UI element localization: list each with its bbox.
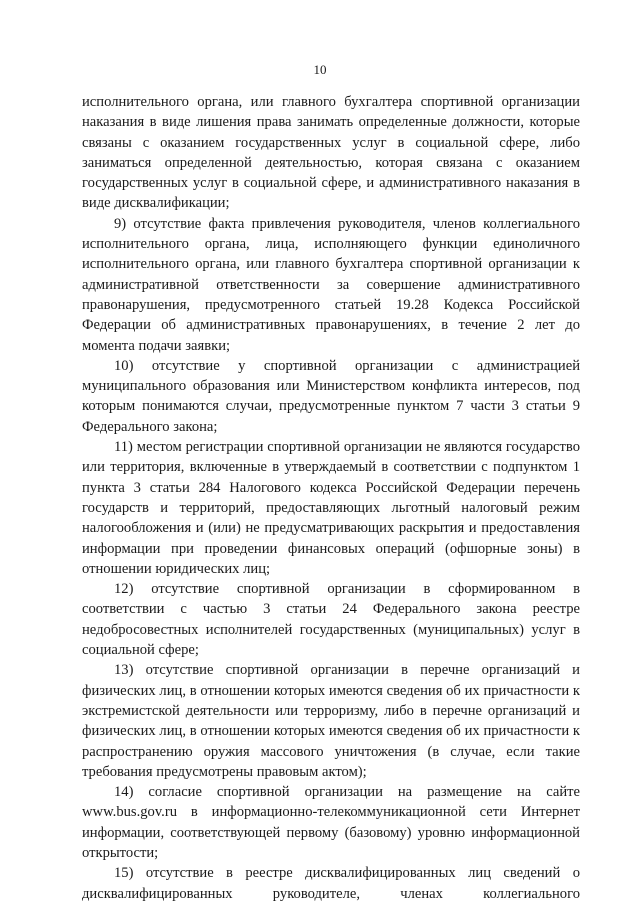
paragraph-item-14: 14) согласие спортивной организации на размещение на сайте www.bus.gov.ru в информационно-телекоммуникационной сети Интернет информации, соответствующей первому (базовому) уровню информационной открытости;	[82, 784, 580, 861]
paragraph-continuation: исполнительного органа, или главного бухгалтера спортивной организации наказания в виде лишения права занимать определенные должности, которые связаны с оказанием государственных услуг в социальной сфере, либо заниматься определенной деятельностью, которая связана с оказанием государственных услуг в социальной сфере, и административного наказания в виде дисквалификации;	[82, 94, 580, 212]
paragraph-item-9: 9) отсутствие факта привлечения руководителя, членов коллегиального исполнительного органа, лица, исполняющего функции единоличного исполнительного органа, или главного бухгалтера спортивной организации к административной ответственности за совершение административного правонарушения, предусмотренного статьей 19.28 Кодекса Российской Федерации об административных правонарушениях, в течение 2 лет до момента подачи заявки;	[82, 215, 580, 354]
paragraph-item-11: 11) местом регистрации спортивной организации не являются государство или территория, включенные в утверждаемый в соответствии с подпунктом 1 пункта 3 статьи 284 Налогового кодекса Российской Федерации перечень государств и территорий, предоставляющих льготный налоговый режим налогообложения и (или) не предусматривающих раскрытия и предоставления информации при проведении финансовых операций (офшорные зоны) в отношении юридических лиц;	[82, 439, 580, 577]
page-number: 10	[313, 62, 327, 77]
paragraph-item-15: 15) отсутствие в реестре дисквалифицированных лиц сведений о дисквалифицированных руководителе, членах коллегиального	[82, 865, 580, 902]
document-body	[82, 92, 580, 904]
paragraph-item-12: 12) отсутствие спортивной организации в сформированном в соответствии с частью 3 статьи 24 Федерального закона реестре недобросовестных исполнителей государственных (муниципальных) услуг в социальной сфере;	[82, 581, 580, 659]
paragraph-item-13: 13) отсутствие спортивной организации в перечне организаций и физических лиц, в отношении которых имеются сведения об их причастности к экстремистской деятельности или терроризму, либо в перечне организаций и физических лиц, в отношении которых имеются сведения об их причастности к распространению оружия массового уничтожения (в случае, если такие требования предусмотрены правовым актом);	[82, 662, 580, 780]
paragraph-item-10: 10) отсутствие у спортивной организации с администрацией муниципального образования или Министерством конфликта интересов, под которым понимаются случаи, предусмотренные пунктом 7 части 3 статьи 9 Федерального закона;	[82, 357, 580, 435]
